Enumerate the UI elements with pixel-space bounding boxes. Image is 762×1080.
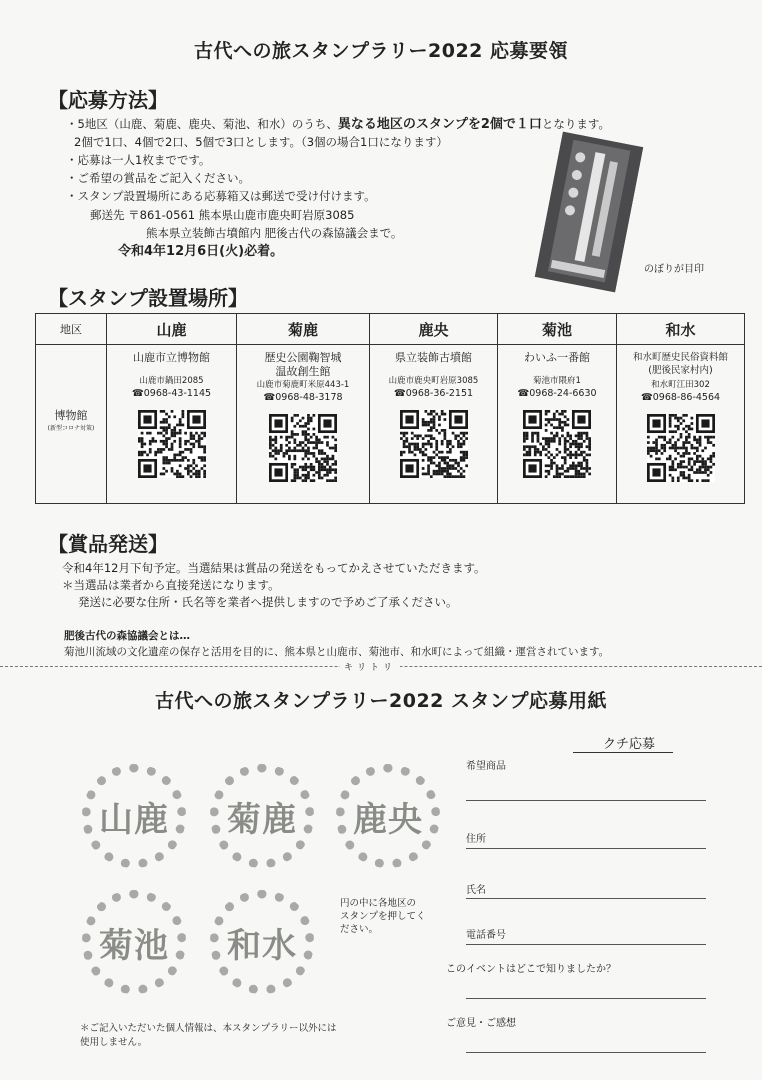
- prize-line-2: ＊当選品は業者から直接発送になります。: [62, 578, 280, 592]
- venue-table: [35, 313, 745, 504]
- qr-code-icon[interactable]: [400, 410, 468, 478]
- row-sublabel: (新型コロナ対策): [47, 425, 95, 432]
- district-nagomi: 和水: [617, 314, 745, 345]
- method-line-3: ・応募は一人1枚までです。: [66, 153, 211, 167]
- page-title: 古代への旅スタンプラリー2022 応募要領: [194, 40, 568, 62]
- field-label-address: 住所: [466, 834, 486, 845]
- venue-phone: ☎0968-43-1145: [131, 388, 212, 399]
- units-field[interactable]: クチ応募: [573, 733, 673, 753]
- field-label-source: このイベントはどこで知りましたか？: [446, 964, 616, 975]
- venue-address: 菊池市隈府1: [533, 376, 581, 386]
- prize-input-line[interactable]: [466, 800, 706, 801]
- venue-phone: ☎0968-48-3178: [263, 392, 343, 403]
- district-label: 地区: [36, 314, 107, 345]
- source-input-line[interactable]: [466, 998, 706, 999]
- qr-code-icon[interactable]: [269, 414, 337, 482]
- stamp-circle-yamaga[interactable]: 山鹿: [82, 764, 186, 868]
- mailing-address-2: 熊本県立装飾古墳館内 肥後古代の森協議会まで。: [146, 226, 403, 240]
- venue-name: わいふ一番館: [524, 351, 590, 364]
- qr-code-icon[interactable]: [523, 410, 591, 478]
- form-title: 古代への旅スタンプラリー2022 スタンプ応募用紙: [155, 690, 607, 712]
- stamp-circle-kikuchi[interactable]: 菊池: [82, 890, 186, 994]
- venue-cell-kikuka: [237, 345, 370, 504]
- method-line-1: ・5地区（山鹿、菊鹿、鹿央、菊池、和水）のうち、異なる地区のスタンプを2個で１口となります。: [66, 117, 610, 132]
- name-input-line[interactable]: [466, 898, 706, 899]
- venue-address: 山鹿市鍋田2085: [139, 376, 204, 386]
- stamp-circle-nagomi[interactable]: 和水: [210, 890, 314, 994]
- district-kikuka: 菊鹿: [237, 314, 370, 345]
- venue-name: 歴史公園鞠智城 温故創生館: [264, 351, 342, 378]
- venue-cell-yamaga: [107, 345, 237, 504]
- mailing-address-1: 郵送先 〒861-0561 熊本県山鹿市鹿央町岩原3085: [90, 208, 355, 222]
- deadline: 令和4年12月6日(火)必着。: [118, 244, 284, 259]
- qr-code-icon[interactable]: [647, 414, 715, 482]
- district-kao: 鹿央: [370, 314, 498, 345]
- banner-caption: のぼりが目印: [644, 264, 704, 275]
- comments-input-line[interactable]: [466, 1052, 706, 1053]
- council-title: 肥後古代の森協議会とは…: [64, 630, 190, 642]
- venue-address: 和水町江田302: [651, 380, 710, 390]
- field-label-name: 氏名: [466, 885, 486, 896]
- venue-phone: ☎0968-86-4564: [640, 392, 721, 403]
- nobori-banner-photo: [535, 132, 644, 293]
- row-label: 博物館: [54, 409, 88, 422]
- row-label-cell: [36, 345, 107, 504]
- venue-cell-nagomi: [617, 345, 745, 504]
- venue-address: 山鹿市鹿央町岩原3085: [388, 376, 479, 386]
- venue-name: 和水町歴史民俗資料館 (肥後民家村内): [632, 352, 728, 376]
- cut-label: キリトリ: [340, 660, 400, 673]
- venue-cell-kikuchi: [498, 345, 617, 504]
- stamp-circle-kao[interactable]: 鹿央: [336, 764, 440, 868]
- prize-delivery-heading: 【賞品発送】: [48, 532, 168, 556]
- field-label-comments: ご意見・ご感想: [446, 1018, 516, 1029]
- stamp-locations-heading: 【スタンプ設置場所】: [48, 286, 248, 310]
- council-description: 菊池川流域の文化遺産の保存と活用を目的に、熊本県と山鹿市、菊池市、和水町によって組織・運営されています。: [64, 646, 610, 658]
- venue-phone: ☎0968-36-2151: [393, 388, 474, 399]
- privacy-note: ＊ご記入いただいた個人情報は、本スタンプラリー以外には 使用しません。: [80, 1023, 337, 1048]
- venue-address: 山鹿市菊鹿町米原443-1: [256, 380, 350, 390]
- stamp-circle-kikuka[interactable]: 菊鹿: [210, 764, 314, 868]
- field-label-prize: 希望商品: [466, 761, 506, 772]
- method-line-5: ・スタンプ設置場所にある応募箱又は郵送で受け付けます。: [66, 189, 376, 203]
- prize-line-1: 令和4年12月下旬予定。当選結果は賞品の発送をもってかえさせていただきます。: [62, 561, 486, 575]
- district-yamaga: 山鹿: [107, 314, 237, 345]
- qr-code-icon[interactable]: [138, 410, 206, 478]
- venue-name: 山鹿市立博物館: [133, 351, 210, 364]
- venue-phone: ☎0968-24-6630: [517, 388, 597, 399]
- venue-name: 県立装飾古墳館: [395, 351, 472, 364]
- method-line-4: ・ご希望の賞品をご記入ください。: [66, 171, 250, 185]
- venue-cell-kao: [370, 345, 498, 504]
- application-method-heading: 【応募方法】: [48, 88, 168, 112]
- phone-input-line[interactable]: [466, 944, 706, 945]
- method-line-2: 2個で1口、4個で2口、5個で3口とします。（3個の場合1口になります）: [74, 135, 448, 149]
- address-input-line[interactable]: [466, 848, 706, 849]
- venue-table-row: [36, 345, 745, 504]
- venue-table-header-row: [36, 314, 745, 345]
- district-kikuchi: 菊池: [498, 314, 617, 345]
- field-label-phone: 電話番号: [466, 930, 506, 941]
- stamp-instruction: 円の中に各地区の スタンプを押してく ださい。: [340, 898, 426, 935]
- prize-line-3: 発送に必要な住所・氏名等を業者へ提供しますので予めご了承ください。: [78, 595, 458, 609]
